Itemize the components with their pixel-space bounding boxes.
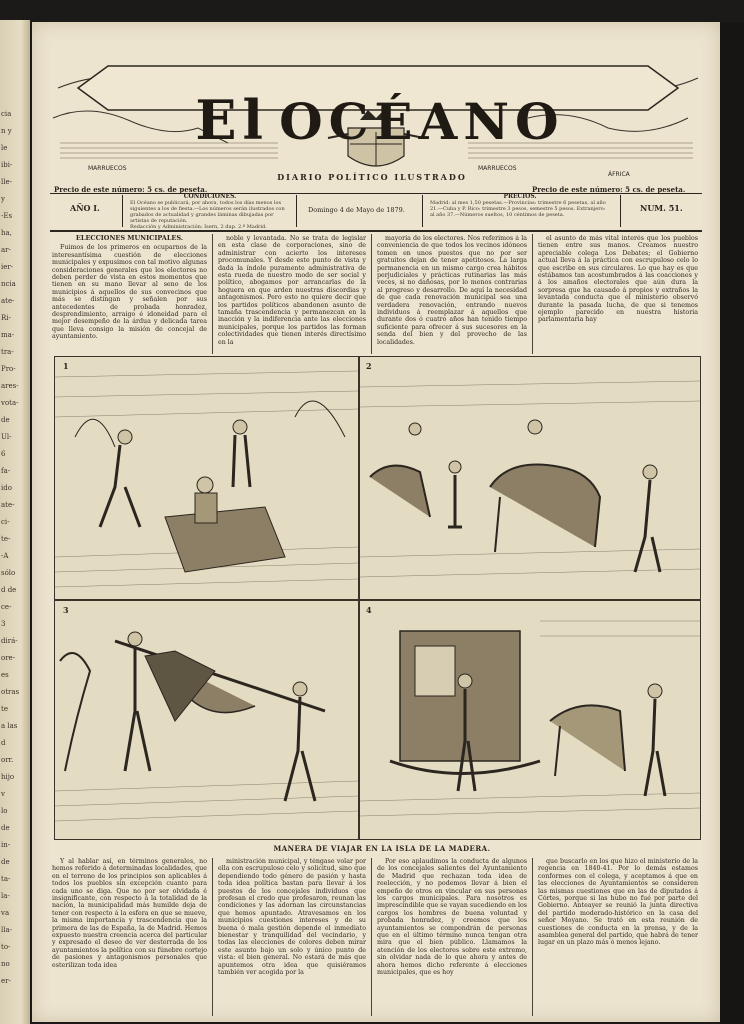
newspaper-title <box>140 88 620 152</box>
masthead <box>48 48 704 186</box>
prices-box <box>430 193 610 218</box>
price-right: Precio de este número: 5 cs. de peseta. <box>532 185 686 194</box>
article-column-7 <box>377 858 527 1016</box>
previous-page-fragment: no <box>1 960 10 968</box>
previous-page-fragment: n y <box>1 127 12 135</box>
previous-page-fragment: otras <box>1 688 20 696</box>
previous-page-fragment: ce- <box>1 603 12 611</box>
issue-number: NUM. 51. <box>640 203 683 213</box>
map-label: MARRUECOS <box>478 165 517 172</box>
article-column-3 <box>377 235 527 355</box>
price-left: Precio de este número: 5 cs. de peseta. <box>54 185 208 194</box>
title-article: El <box>195 88 270 152</box>
previous-page-fragment: de <box>1 858 10 866</box>
divider <box>212 858 213 1016</box>
previous-page-fragment: a las <box>1 722 18 730</box>
previous-page-fragment: hijo <box>1 773 15 781</box>
previous-page-fragment: es <box>1 671 9 679</box>
horse-scene-drawing <box>360 357 700 599</box>
article-text: Y al hablar así, en términos generales, no hemos referido á determinadas localidades, que en el terreno de los principios son aplicables á todos los pueblos sin excepción cuanto para cada uno se diga. Que no por ser olvidada é insignificante, con respecto á la totalidad de la nación, la municipalidad más humilde deja de tener con respecto á la esfera en que se mueve, la misma importancia y trascendencia que la primera de las de España, la de Madrid. Hemos expuesto nuestra creencia acerca del particular y expresado el deseo de ver desterrada de los ayuntamientos la política con su fúnebre cortejo de pasiones y antagonismos personales que esterilizan toda idea <box>52 858 207 969</box>
previous-page-fragment: er- <box>1 977 11 985</box>
divider <box>296 195 297 227</box>
title-main: OCÉANO <box>279 92 565 151</box>
prices-title: PRECIOS. <box>503 193 537 200</box>
previous-page-fragment: ta- <box>1 875 11 883</box>
previous-page-fragment: ci- <box>1 518 10 526</box>
article-column-2 <box>218 235 366 355</box>
newspaper-subtitle: DIARIO POLÍTICO ILUSTRADO <box>277 172 467 182</box>
previous-page-fragment: ar- <box>1 246 11 254</box>
map-label: MARRUECOS <box>88 165 127 172</box>
previous-page-fragment: la- <box>1 892 10 900</box>
scan-border <box>720 22 744 1024</box>
divider <box>371 234 372 354</box>
conditions-title: CONDICIONES. <box>183 193 237 200</box>
previous-page-fragment: in- <box>1 841 11 849</box>
previous-page-fragment: vota- <box>1 399 19 407</box>
ox-cart-scene-drawing <box>360 601 700 839</box>
map-label: ÁFRICA <box>608 171 630 178</box>
divider <box>122 195 123 227</box>
article-text: Por eso aplaudimos la conducta de algunos de los concejales salientes del Ayuntamiento de Madrid que rechazan toda idea de reelección, y no podemos llevar á bien el empeño de otros en vincular en sus personas los cargos municipales. Para nosotros es imprescindible que se vayan sucediendo en los cargos los hombres de buena voluntad y probada honradez, y creemos que los ayuntamientos se compondrán de personas que en el último término nunca tengan otra mira que el bien público. Llamamos la atención de los electores sobre este extremo, sin olvidar nada de lo que ahora y antes de ahora hemos dicho referente á elecciones municipales, que es hoy <box>377 858 527 977</box>
divider <box>422 195 423 227</box>
year-label: AÑO I. <box>70 203 100 213</box>
article-text: Fuimos de los primeros en ocuparnos de la interesantísima cuestión de elecciones municipales y expusimos con tal motivo algunas consideraciones generales que los electores no deben perder de vista en estos momentos que tienen en su mano llevar al seno de los municipios á aquellos de sus convecinos que más se distingan y señalen por sus antecedentes de probada honradez, desprendimiento, arraigo é idoneidad para el mejor desempeño de la árdua y delicada tarea que lleva consigo la misión de concejal de ayuntamiento. <box>52 244 207 341</box>
illustration-panel-2 <box>359 356 701 600</box>
article-text: ministración municipal, y téngase volar por ella con escrupuloso celo y solicitud, sino que dependiendo todo género de pasión y hasta toda idea política bastan para llevar á los puestos de los concejales individuos que profesan el credo que profesaron, reunan las condiciones y las adornan las circunstancias que hemos apuntado. Atravesamos en los municipios cuestiones intereses y de su buena ó mala gestión depende el inmediato bienestar y tranquilidad del vecindario, y todas las elecciones de colores deben mirar este asunto bajo un solo y único punto de vista: el bien general. No estará de más que apuntemos otra idea que quisiéramos también ver acogida por la <box>218 858 366 977</box>
previous-page-fragment: cia <box>1 110 12 118</box>
hammock-scene-drawing <box>55 601 358 839</box>
article-column-4 <box>538 235 698 355</box>
previous-page-fragment: sólo <box>1 569 16 577</box>
previous-page-fragment: dirá- <box>1 637 18 645</box>
article-text: que buscarlo en los que hizo el ministerio de la regencia en 1840-41. Por lo demás estamos conformes con el colega, y aceptamos á que en las elecciones de Ayuntamientos se consideren las mismas cuestiones que en las de diputados á Córtes, porque si las hubo no fué por parte del Gobierno. Anteayer se reunió la junta directiva del partido moderado-histórico en la casa del señor Moyano. Se trató en esta reunión de cuestiones de conducta en la prensa, y de la asamblea general del partido, que habrá de tener lugar en un plazo más ó menos lejano. <box>538 858 698 947</box>
previous-page-fragment: te <box>1 705 8 713</box>
divider <box>212 234 213 354</box>
previous-page-fragment: Ri- <box>1 314 11 322</box>
previous-page-fragment: -A <box>1 552 9 560</box>
divider <box>532 858 533 1016</box>
previous-page-fragment: d <box>1 739 6 747</box>
previous-page-fragment: -Es <box>1 212 13 220</box>
previous-page-fragment: fa- <box>1 467 11 475</box>
conditions-box <box>130 193 290 230</box>
previous-page-edge <box>0 20 30 1024</box>
previous-page-fragment: v <box>1 790 5 798</box>
conditions-text: El Océano se publicará, por ahora, todos los días menos los siguientes a los de fiesta.—Los números serán ilustrados con grabados de actualidad y grandes láminas dibujadas por artistas de reputación. <box>130 200 285 224</box>
previous-page-fragment: ate- <box>1 501 15 509</box>
previous-page-fragment: lo <box>1 807 8 815</box>
previous-page-fragment: Ul- <box>1 433 12 441</box>
illustration-panel-3 <box>54 600 359 840</box>
previous-page-fragment: 3 <box>1 620 6 628</box>
illustration-caption: MANERA DE VIAJAR EN LA ISLA DE LA MADERA. <box>273 844 491 853</box>
previous-page-fragment: ate- <box>1 297 15 305</box>
article-column-5 <box>52 858 207 1016</box>
newspaper-page <box>32 22 720 1022</box>
previous-page-fragment: Pro- <box>1 365 16 373</box>
info-bar <box>50 193 702 231</box>
conditions-address: Redacción y Administración: Isern, 2 dup. 2.º Madrid. <box>130 224 267 230</box>
previous-page-fragment: d de <box>1 586 17 594</box>
previous-page-fragment: ncia <box>1 280 16 288</box>
panel-number: 1 <box>63 361 69 371</box>
article-column-8 <box>538 858 698 1016</box>
article-column-1 <box>52 235 207 355</box>
previous-page-fragment: ibi- <box>1 161 13 169</box>
issue-date: Domingo 4 de Mayo de 1879. <box>308 206 405 214</box>
illustration-panel-1 <box>54 356 359 600</box>
previous-page-fragment: orr. <box>1 756 14 764</box>
article-text: mayoría de los electores. Nos referimos á la conveniencia de que todos los vecinos idóneos tomen en unos puestos que no por ser gratuitos dejan de tener apetitosos. La larga permanencia en un mismo cargo crea hábitos perjudiciales y prácticas rutinarias las más veces, si no dañosas, por lo menos contrarias al progreso y desarrollo. De aquí la necesidad de que cada renovación municipal sea una verdadera renovación, entrando nuevos individuos á reemplazar á aquellos que durante dos ó cuatro años han tenido tiempo suficiente para ofrecer á sus sucesores en la senda del bien y del provecho de las localidades. <box>377 235 527 346</box>
panel-number: 3 <box>63 605 69 615</box>
previous-page-fragment: y <box>1 195 5 203</box>
previous-page-fragment: de <box>1 416 10 424</box>
divider <box>532 234 533 354</box>
divider <box>50 230 702 232</box>
panel-number: 2 <box>366 361 372 371</box>
sledge-scene-drawing <box>55 357 358 599</box>
previous-page-fragment: ier- <box>1 263 14 271</box>
illustration-panel-4 <box>359 600 701 840</box>
previous-page-fragment: ha, <box>1 229 12 237</box>
previous-page-fragment: ore- <box>1 654 16 662</box>
previous-page-fragment: lle- <box>1 178 12 186</box>
previous-page-fragment: lla- <box>1 926 13 934</box>
article-heading: ELECCIONES MUNICIPALES. <box>75 235 184 242</box>
previous-page-fragment: ido <box>1 484 12 492</box>
previous-page-fragment: te- <box>1 535 11 543</box>
divider <box>620 195 621 227</box>
article-text: noble y levantada. No se trata de legislar en esta clase de corporaciones, sino de administrar con acierto los intereses procomunales. Y desde este punto de vista y dada la índole puramente administrativa de esta rueda de nuestro modo de ser social y político, abogamos por arrancarlas de la hoguera en que arden nuestras discordias y antagonismos. Pero esto no quiere decir que los partidos políticos abandonen asunto de tamaña trascendencia y permanezcan en la inacción y la indiferencia ante las elecciones municipales, porque los partidos las forman colectividades que tienen interés directísimo en la <box>218 235 366 346</box>
previous-page-fragment: to- <box>1 943 11 951</box>
article-column-6 <box>218 858 366 1016</box>
panel-number: 4 <box>366 605 372 615</box>
previous-page-fragment: de <box>1 824 10 832</box>
divider <box>371 858 372 1016</box>
previous-page-fragment: ares- <box>1 382 19 390</box>
prices-text: Madrid: al mes 1,50 pesetas.—Provincias: trimestre 6 pesetas, al año 21.—Cuba y P. Rico: trimestre 3 pesos, semestre 5 pesos. Extranjero: al año 37.—Números sueltos, 10 céntimos de peseta. <box>430 200 606 218</box>
previous-page-fragment: tra- <box>1 348 14 356</box>
previous-page-fragment: va <box>1 909 10 917</box>
article-text: el asunto de más vital interés que los pueblos tienen entre sus manos. Creamos nuestro apreciable colega Los Debates; el Gobierno actual lleva á la práctica con escrupuloso celo lo que escribe en sus circulares. Lo que hay es que estábamos tan acostumbrados á las coacciones y á los amaños electorales que aún dura la sorpresa que ha causado á propios y extraños la levantada conducta que el ministerio observó durante la pasada lucha, de que si tenemos ejemplo parecido en nuestra historia parlamentaria hay <box>538 235 698 324</box>
previous-page-fragment: le <box>1 144 8 152</box>
previous-page-fragment: ma- <box>1 331 15 339</box>
previous-page-fragment: 6 <box>1 450 6 458</box>
